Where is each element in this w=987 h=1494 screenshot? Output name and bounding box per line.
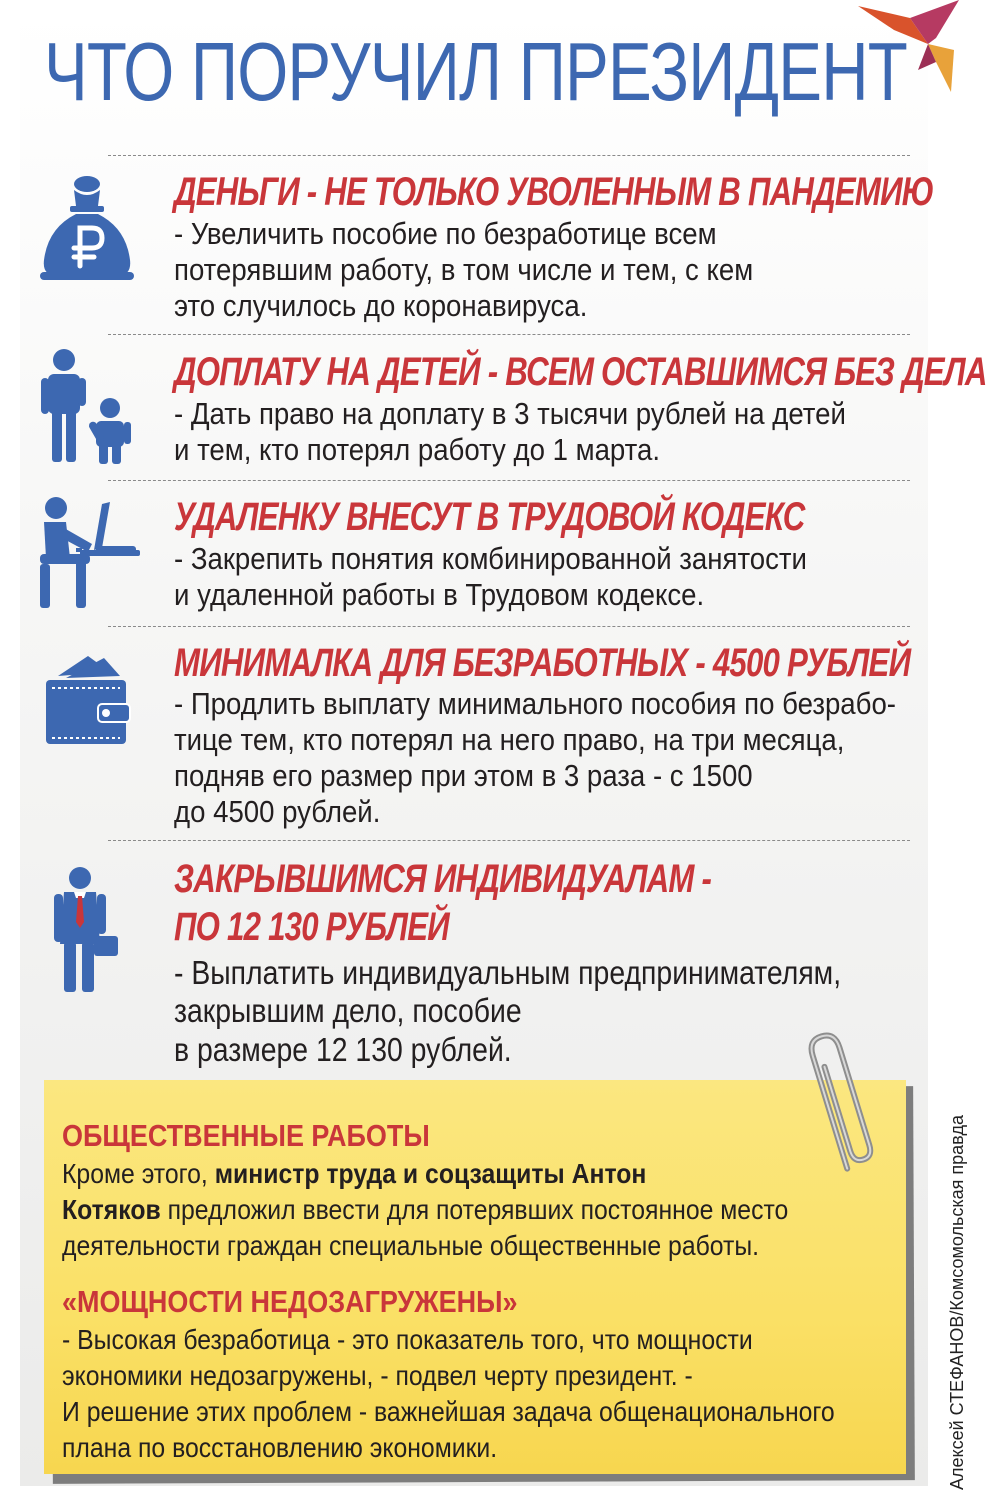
item-text-line: и удаленной работы в Трудовом кодексе. [174, 577, 705, 612]
businessman-icon [54, 866, 120, 992]
item-text-line: и тем, кто потерял работу до 1 марта. [174, 432, 660, 467]
wallet-icon [44, 652, 130, 746]
remote-worker-icon [36, 494, 140, 618]
paperclip-icon [788, 1030, 878, 1180]
item-heading: ДЕНЬГИ - НЕ ТОЛЬКО УВОЛЕННЫМ В ПАНДЕМИЮ [174, 170, 934, 214]
item-text-line: - Продлить выплату минимального пособия по безрабо- [174, 686, 896, 721]
divider [108, 480, 910, 481]
item-text-line: подняв его размер при этом в 3 раза - с 1500 [174, 758, 753, 793]
item-heading: ДОПЛАТУ НА ДЕТЕЙ - ВСЕМ ОСТАВШИМСЯ БЕЗ ДЕЛА [174, 350, 987, 394]
note-text-line: Кроме этого, министр труда и соцзащиты Антон [62, 1158, 647, 1189]
note-text-line: плана по восстановлению экономики. [62, 1432, 498, 1463]
note-heading: ОБЩЕСТВЕННЫЕ РАБОТЫ [62, 1118, 430, 1153]
item-text-line: закрывшим дело, пособие [174, 992, 522, 1029]
item-text-line: - Закрепить понятия комбинированной занятости [174, 541, 807, 576]
parent-child-icon [40, 346, 132, 464]
item-text-line: потерявшим работу, в том числе и тем, с кем [174, 252, 754, 287]
note-text-line: Котяков предложил ввести для потерявших постоянное место [62, 1194, 789, 1225]
item-text-line: - Увеличить пособие по безработице всем [174, 216, 717, 251]
item-text-line: тице тем, кто потерял на него право, на три месяца, [174, 722, 845, 757]
item-heading: УДАЛЕНКУ ВНЕСУТ В ТРУДОВОЙ КОДЕКС [174, 495, 805, 539]
item-text-line: - Дать право на доплату в 3 тысячи рублей на детей [174, 396, 846, 431]
item-heading: ПО 12 130 РУБЛЕЙ [174, 905, 449, 949]
divider [108, 334, 910, 335]
note-text-line: - Высокая безработица - это показатель того, что мощности [62, 1324, 753, 1355]
page-title: ЧТО ПОРУЧИЛ ПРЕЗИДЕНТ [44, 25, 908, 118]
note-heading: «МОЩНОСТИ НЕДОЗАГРУЖЕНЫ» [62, 1284, 518, 1319]
note-text-line: И решение этих проблем - важнейшая задача общенационального [62, 1396, 835, 1427]
item-text-line: до 4500 рублей. [174, 794, 381, 829]
note-text-line: экономики недозагружены, - подвел черту президент. - [62, 1360, 693, 1391]
divider [108, 626, 910, 627]
item-heading: ЗАКРЫВШИМСЯ ИНДИВИДУАЛАМ - [174, 857, 712, 901]
item-text-line: - Выплатить индивидуальным предпринимателям, [174, 954, 842, 991]
photo-credit: Алексей СТЕФАНОВ/Комсомольская правда [947, 1115, 967, 1490]
item-heading: МИНИМАЛКА ДЛЯ БЕЗРАБОТНЫХ - 4500 РУБЛЕЙ [174, 641, 911, 685]
divider [108, 155, 910, 156]
money-bag-icon [38, 176, 136, 280]
item-text-line: это случилось до коронавируса. [174, 288, 588, 323]
divider [108, 840, 910, 841]
note-text-line: деятельности граждан специальные общественные работы. [62, 1230, 760, 1261]
item-text-line: в размере 12 130 рублей. [174, 1031, 512, 1068]
